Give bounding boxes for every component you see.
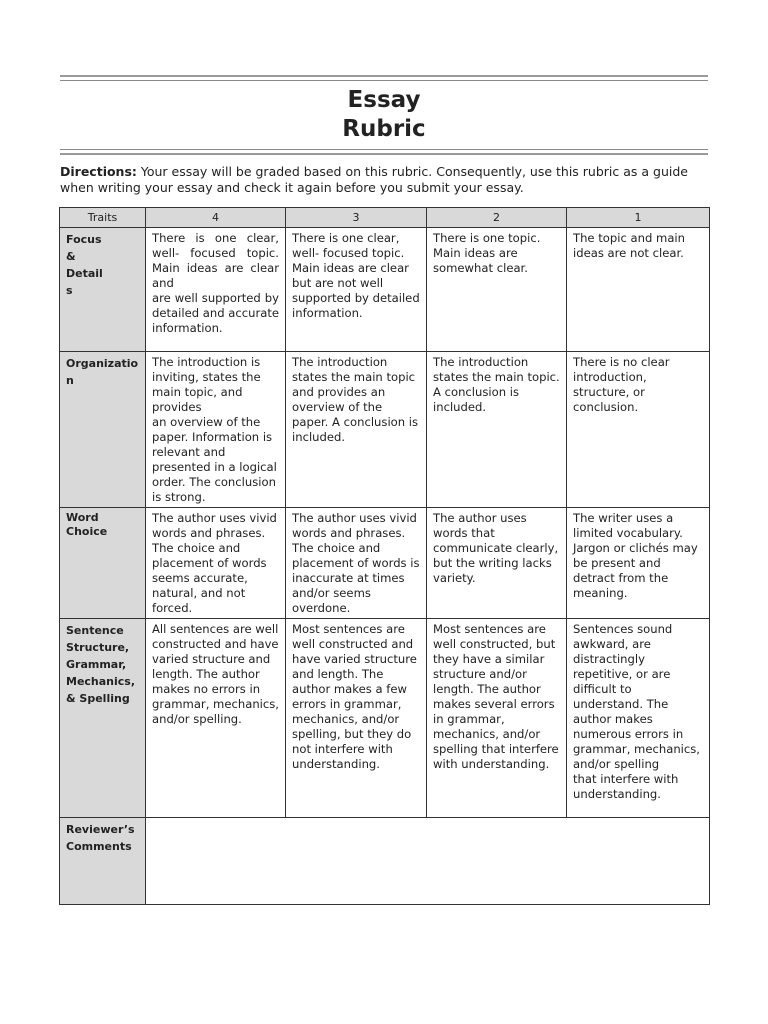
rubric-table (59, 207, 710, 905)
trait-word-choice: Word Choice (60, 508, 146, 619)
row-organization (60, 352, 710, 508)
cell-organization-4: The introduction is inviting, states the main topic, and provides an overview of the paper. Information is relevant and presented in a logical order. The conclusion is strong. (146, 352, 286, 508)
top-divider (60, 75, 708, 81)
cell-sentence-3: Most sentences are well constructed and have varied structure and length. The author makes a few errors in grammar, mechanics, and/or spelling, but they do not interfere with understanding. (286, 619, 427, 818)
trait-organization: Organizatio n (60, 352, 146, 508)
trait-sentence-structure: Sentence Structure, Grammar, Mechanics, & Spelling (60, 619, 146, 818)
cell-sentence-4: All sentences are well constructed and have varied structure and length. The author makes no errors in grammar, mechanics, and/or spelling. (146, 619, 286, 818)
reviewer-comments-area[interactable] (146, 818, 710, 905)
cell-sentence-2: Most sentences are well constructed, but they have a similar structure and/or length. The author makes several errors in grammar, mechanics, and/or spelling that interfere with understanding. (427, 619, 567, 818)
cell-focus-3: There is one clear, well- focused topic. Main ideas are clear but are not well supported by detailed information. (286, 228, 427, 352)
header-score-4: 4 (146, 208, 286, 228)
directions-text: Your essay will be graded based on this rubric. Consequently, use this rubric as a guide when writing your essay and check it again before you submit your essay. (60, 164, 688, 195)
header-score-3: 3 (286, 208, 427, 228)
cell-word-choice-2: The author uses words that communicate clearly, but the writing lacks variety. (427, 508, 567, 619)
header-row (60, 208, 710, 228)
cell-word-choice-3: The author uses vivid words and phrases. The choice and placement of words is inaccurate at times and/or seems overdone. (286, 508, 427, 619)
row-sentence-structure (60, 619, 710, 818)
row-word-choice (60, 508, 710, 619)
trait-focus-details: Focus & Detail s (60, 228, 146, 352)
title-line-1: Essay (347, 87, 421, 113)
header-score-1: 1 (567, 208, 710, 228)
directions-label: Directions: (60, 164, 137, 179)
row-reviewer-comments (60, 818, 710, 905)
cell-focus-1: The topic and main ideas are not clear. (567, 228, 710, 352)
title-line-2: Rubric (342, 116, 426, 142)
reviewer-comments-label: Reviewer’s Comments (60, 818, 146, 905)
cell-word-choice-4: The author uses vivid words and phrases. The choice and placement of words seems accurate, natural, and not forced. (146, 508, 286, 619)
bottom-divider (60, 149, 708, 155)
cell-word-choice-1: The writer uses a limited vocabulary. Jargon or clichés may be present and detract from the meaning. (567, 508, 710, 619)
row-focus-details (60, 228, 710, 352)
cell-focus-2: There is one topic. Main ideas are somewhat clear. (427, 228, 567, 352)
header-traits: Traits (60, 208, 146, 228)
cell-organization-3: The introduction states the main topic and provides an overview of the paper. A conclusion is included. (286, 352, 427, 508)
cell-organization-1: There is no clear introduction, structure, or conclusion. (567, 352, 710, 508)
page-title (0, 86, 768, 144)
cell-sentence-1: Sentences sound awkward, are distractingly repetitive, or are difficult to understand. The author makes numerous errors in grammar, mechanics, and/or spelling that interfere with understanding. (567, 619, 710, 818)
cell-organization-2: The introduction states the main topic. A conclusion is included. (427, 352, 567, 508)
cell-focus-4: There is one clear, well- focused topic. Main ideas are clear and are well supported by detailed and accurate information. (146, 228, 286, 352)
header-score-2: 2 (427, 208, 567, 228)
directions-paragraph (60, 164, 708, 196)
